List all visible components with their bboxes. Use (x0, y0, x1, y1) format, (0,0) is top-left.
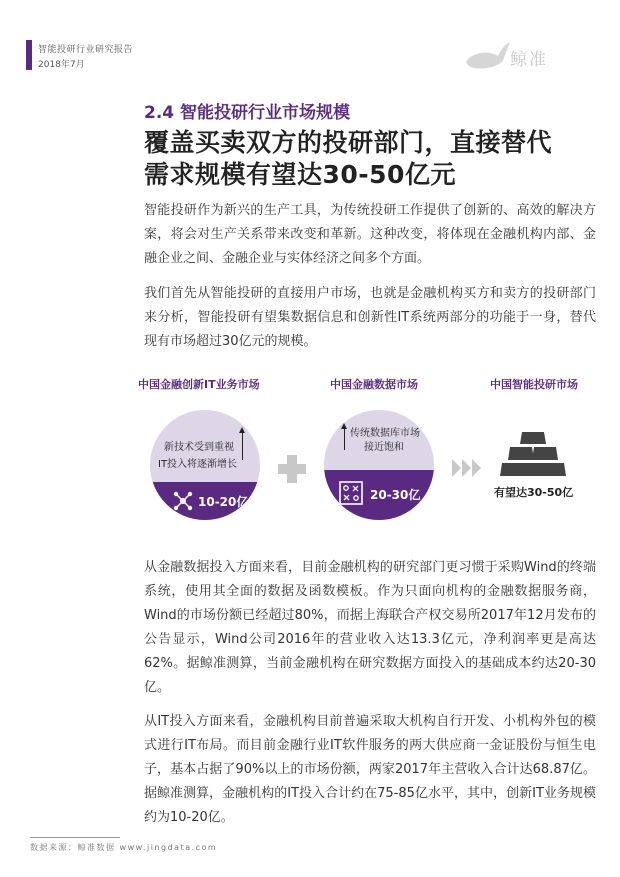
data-market-title: 中国金融数据市场 (330, 378, 418, 391)
it-market-circle (150, 410, 260, 520)
report-date: 2018年7月 (38, 60, 85, 70)
headline-line-2: 需求规模有望达30-50亿元 (144, 160, 456, 189)
it-note-line-1: 新技术受到重视 (164, 442, 234, 453)
growth-arrow-icon (239, 427, 245, 433)
data-investment-paragraph: 从金融数据投入方面来看，目前金融机构的研究部门更习惯于采购Wind的终端系统，使用其全面的数据及函数模板。作为只面向机构的金融数据服务商，Wind的市场份额已经超过80%，而据上海联合产权交易所2017年12月发布的公告显示，Wind公司2016年的营业收入达13.3亿元，净利润率更是高达62%。据鲸准测算，当前金融机构在研究数据方面投入的基础成本约达20-30亿。 (144, 560, 596, 695)
market-paragraph: 我们首先从智能投研的直接用户市场，也就是金融机构买方和卖方的投研部门来分析，智能投研有望集数据信息和创新性IT系统两部分的功能于一身，替代现有市场超过30亿元的规模。 (144, 286, 596, 349)
it-market-value: 10-20亿 (198, 495, 249, 509)
brand-name: 鲸准 (510, 50, 548, 70)
it-market-title: 中国金融创新IT业务市场 (138, 378, 260, 391)
fast-forward-icon (452, 459, 482, 477)
report-title: 智能投研行业研究报告 (38, 45, 134, 55)
gold-bars-icon (500, 430, 566, 478)
data-source: 数据来源：鲸准数据 www.jingdata.com (30, 843, 218, 852)
research-market-value: 有望达30-50亿 (494, 486, 574, 499)
headline-line-1: 覆盖买卖双方的投研部门，直接替代 (144, 128, 553, 157)
plus-icon (278, 455, 306, 483)
research-market-title: 中国智能投研市场 (490, 378, 578, 391)
intro-paragraph: 智能投研作为新兴的生产工具，为传统投研工作提供了创新的、高效的解决方案，将会对生产关系带来改变和革新。这种改变，将体现在金融机构内部、金融企业之间、金融企业与实体经济之间多个方面。 (144, 203, 596, 266)
data-note-line-2: 接近饱和 (364, 442, 404, 453)
section-title: 2.4 智能投研行业市场规模 (144, 103, 351, 123)
data-market-circle (324, 410, 434, 520)
data-note-line-1: 传统数据库市场 (350, 428, 420, 439)
growth-arrow-line (242, 432, 243, 460)
it-note-line-2: IT投入将逐渐增长 (158, 459, 238, 470)
footer-divider (30, 837, 120, 838)
data-value-band (324, 470, 434, 520)
header-accent-bar (26, 40, 32, 70)
data-market-value: 20-30亿 (370, 488, 421, 502)
data-board-icon (338, 480, 364, 506)
page-headline (144, 127, 594, 191)
saturation-arrow-icon (341, 423, 347, 429)
network-nodes-icon (172, 490, 194, 512)
it-investment-paragraph: 从IT投入方面来看，金融机构目前普遍采取大机构自行开发、小机构外包的模式进行IT布局。而目前金融行业IT软件服务的两大供应商一金证股份与恒生电子，基本占据了90%以上的市场份额，两家2017年主营收入合计达68.87亿。据鲸准测算，金融机构的IT投入合计约在75-85亿水平，其中，创新IT业务规模约为10-20亿。 (144, 714, 596, 825)
saturation-arrow-line (344, 428, 345, 450)
it-value-band (150, 482, 260, 520)
